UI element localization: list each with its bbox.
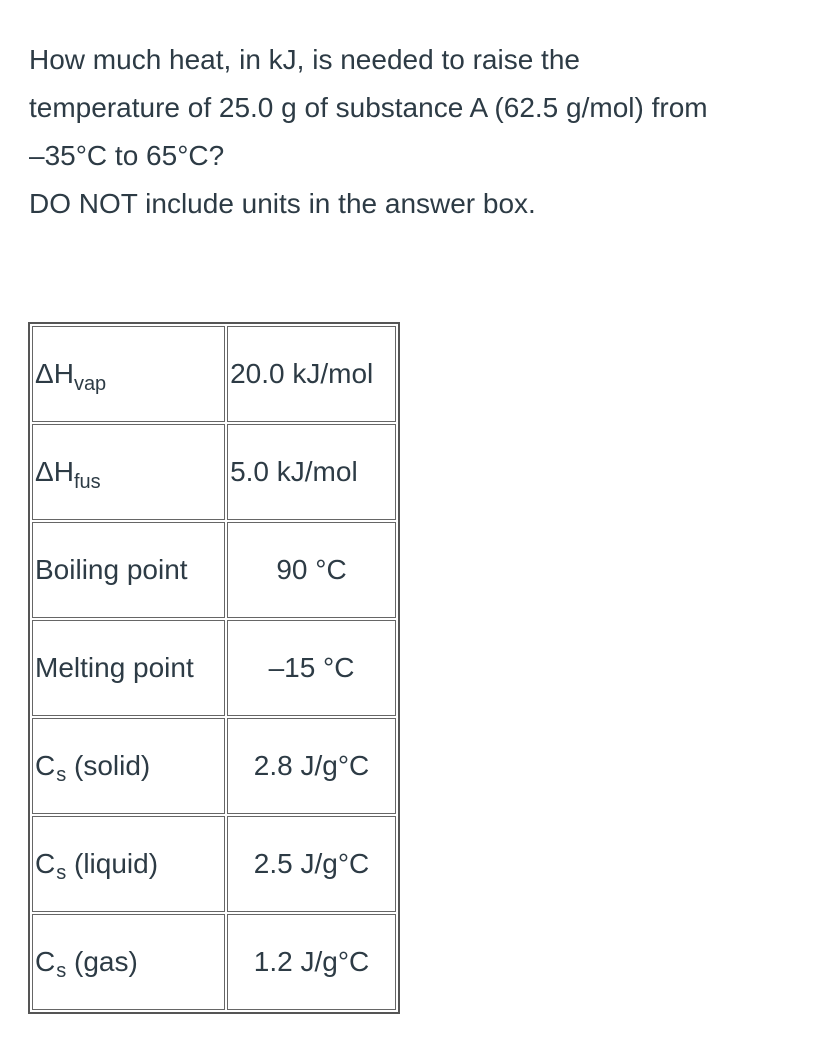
table-row bbox=[32, 424, 396, 520]
property-label-main: ΔH bbox=[35, 358, 74, 389]
property-label-sub: s bbox=[56, 764, 67, 786]
property-label-main: ΔH bbox=[35, 456, 74, 487]
property-value: 90 °C bbox=[227, 522, 396, 618]
table-row bbox=[32, 620, 396, 716]
property-label-sub: vap bbox=[73, 373, 107, 395]
property-label-main: C bbox=[35, 946, 56, 977]
property-label bbox=[32, 914, 225, 1010]
property-label-sub: fus bbox=[73, 471, 101, 493]
property-label-suffix: (liquid) bbox=[66, 848, 159, 879]
question-line-1: How much heat, in kJ, is needed to raise the bbox=[29, 44, 580, 75]
table-row bbox=[32, 522, 396, 618]
property-value: 2.5 J/g°C bbox=[227, 816, 396, 912]
property-label bbox=[32, 718, 225, 814]
property-label-sub: s bbox=[56, 960, 67, 982]
property-label-main: C bbox=[35, 750, 56, 781]
property-label: Melting point bbox=[32, 620, 225, 716]
substance-properties-table bbox=[28, 322, 400, 1014]
question-line-4: DO NOT include units in the answer box. bbox=[29, 188, 536, 219]
question-line-3: –35°C to 65°C? bbox=[29, 140, 225, 171]
property-value: 2.8 J/g°C bbox=[227, 718, 396, 814]
property-label-main: C bbox=[35, 848, 56, 879]
property-value: –15 °C bbox=[227, 620, 396, 716]
question-line-2: temperature of 25.0 g of substance A (62.5 g/mol) from bbox=[29, 92, 708, 123]
property-value: 20.0 kJ/mol bbox=[227, 326, 396, 422]
question-text bbox=[29, 36, 819, 228]
table-row bbox=[32, 816, 396, 912]
property-label-suffix: (solid) bbox=[66, 750, 151, 781]
property-value: 5.0 kJ/mol bbox=[227, 424, 396, 520]
property-label bbox=[32, 326, 225, 422]
table-row bbox=[32, 718, 396, 814]
property-label: Boiling point bbox=[32, 522, 225, 618]
property-label-sub: s bbox=[56, 862, 67, 884]
table-row bbox=[32, 914, 396, 1010]
property-label bbox=[32, 816, 225, 912]
table-row bbox=[32, 326, 396, 422]
property-value: 1.2 J/g°C bbox=[227, 914, 396, 1010]
property-label bbox=[32, 424, 225, 520]
property-label-suffix: (gas) bbox=[66, 946, 138, 977]
